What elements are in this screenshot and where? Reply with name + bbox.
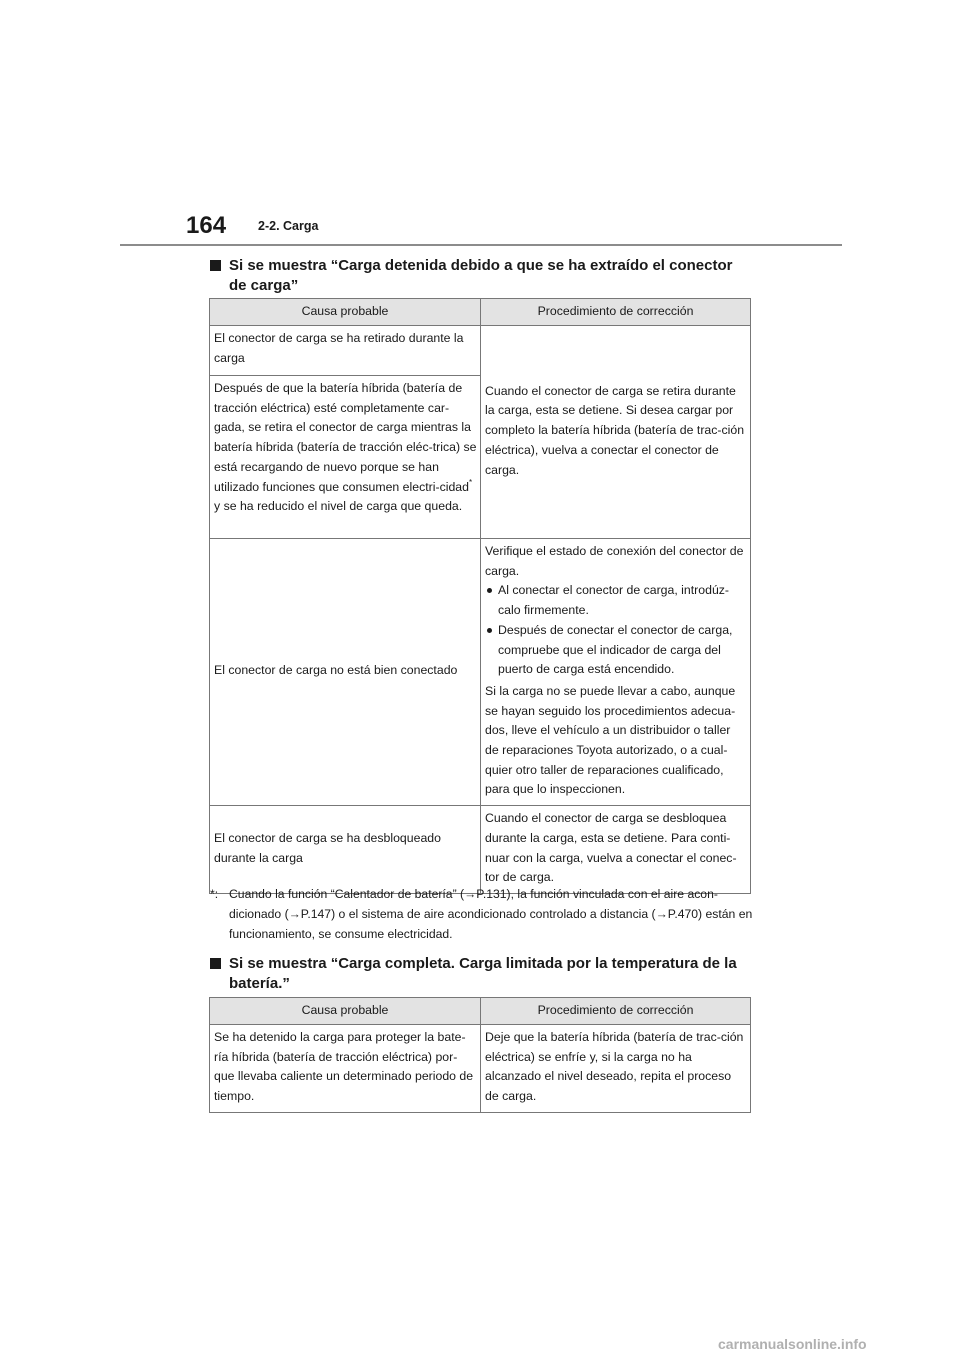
page-number: 164 xyxy=(186,212,227,239)
bullet-text: Al conectar el conector de carga, introdúz-calo firmemente. xyxy=(498,583,730,618)
procedure-bullet xyxy=(485,621,747,680)
column-header-cause: Causa probable xyxy=(210,299,481,326)
section1-table xyxy=(209,298,751,894)
cause-cell xyxy=(210,376,481,539)
watermark: carmanualsonline.info xyxy=(718,1336,867,1352)
section2-heading xyxy=(210,954,750,994)
procedure-bullet xyxy=(485,581,747,620)
cause-cell: Se ha detenido la carga para proteger la bate-ría híbrida (batería de tracción eléctrica) por-que llevaba caliente un determinado periodo de tiempo. xyxy=(210,1025,481,1113)
table-row xyxy=(210,539,751,806)
section1-heading xyxy=(210,256,750,296)
footnote-reference: * xyxy=(468,477,473,487)
cause-cell: El conector de carga se ha desbloqueado durante la carga xyxy=(210,806,481,894)
bullet-text: Después de conectar el conector de carga, compruebe que el indicador de carga del puerto de carga está encendido. xyxy=(498,622,733,677)
section1-heading-text: Si se muestra “Carga detenida debido a que se ha extraído el conector de carga” xyxy=(229,257,733,294)
cause-cell: El conector de carga no está bien conectado xyxy=(210,539,481,806)
cause-text: Después de que la batería híbrida (batería de tracción eléctrica) esté completamente car-gada, se retira el conector de carga mientras la batería híbrida (batería de tracción eléc-trica) se está recargando de nuevo porque se han utilizado funciones que consumen electri-cidad xyxy=(214,381,477,494)
header-divider xyxy=(120,244,842,246)
section-label: 2-2. Carga xyxy=(258,219,319,233)
section2-heading-text: Si se muestra “Carga completa. Carga limitada por la temperatura de la batería.” xyxy=(229,955,737,992)
section2-table xyxy=(209,997,751,1113)
bullet-dot-icon xyxy=(487,588,492,593)
footnote xyxy=(210,885,755,944)
column-header-procedure: Procedimiento de corrección xyxy=(481,998,751,1025)
procedure-intro: Verifique el estado de conexión del conector de carga. xyxy=(485,544,744,578)
cause-text-end: y se ha reducido el nivel de carga que queda. xyxy=(214,499,463,514)
table-header-row xyxy=(210,998,751,1025)
heading-square-icon xyxy=(210,958,221,969)
heading-square-icon xyxy=(210,260,221,271)
procedure-cell: Cuando el conector de carga se desbloquea durante la carga, esta se detiene. Para conti-nuar con la carga, vuelva a conectar el conec-tor de carga. xyxy=(481,806,751,894)
table-row xyxy=(210,326,751,376)
table-row xyxy=(210,1025,751,1113)
footnote-mark: *: xyxy=(210,887,219,901)
procedure-cell: Cuando el conector de carga se retira durante la carga, esta se detiene. Si desea cargar por completo la batería híbrida (batería de trac-ción eléctrica), vuelva a conectar el conector de carga. xyxy=(481,326,751,539)
column-header-procedure: Procedimiento de corrección xyxy=(481,299,751,326)
table-header-row xyxy=(210,299,751,326)
procedure-cell xyxy=(481,539,751,806)
table-row xyxy=(210,806,751,894)
cause-cell: El conector de carga se ha retirado durante la carga xyxy=(210,326,481,376)
bullet-dot-icon xyxy=(487,628,492,633)
procedure-cell: Deje que la batería híbrida (batería de trac-ción eléctrica) se enfríe y, si la carga no ha alcanzado el nivel deseado, repita el proceso de carga. xyxy=(481,1025,751,1113)
column-header-cause: Causa probable xyxy=(210,998,481,1025)
footnote-text: Cuando la función “Calentador de batería” (→P.131), la función vinculada con el aire acon-dicionado (→P.147) o el sistema de aire acondicionado controlado a distancia (→P.470) están en funcionamiento, se consume electricidad. xyxy=(229,887,753,941)
procedure-outro: Si la carga no se puede llevar a cabo, aunque se hayan seguido los procedimientos adecua-dos, lleve el vehículo a un distribuidor o taller de reparaciones Toyota autorizado, o a cual-quier otro taller de reparaciones cualificado, para que lo inspeccionen. xyxy=(485,683,736,797)
